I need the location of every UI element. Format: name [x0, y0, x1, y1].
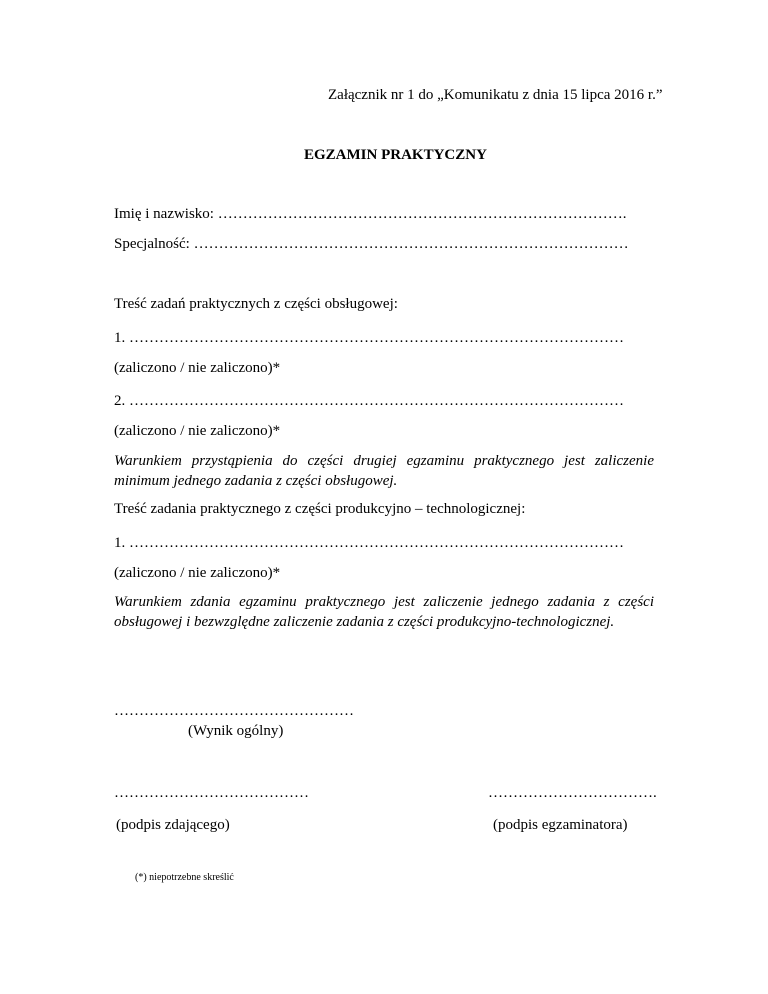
production-section-heading: Treść zadania praktycznego z części produkcyjno – technologicznej:	[114, 501, 526, 517]
service-task-2-line: 2. ………………………………………………………………………………………	[114, 393, 624, 409]
examiner-signature-label: (podpis egzaminatora)	[493, 817, 628, 833]
result-label: (Wynik ogólny)	[188, 723, 284, 739]
name-field: Imię i nazwisko: ……………………………………………………………………….	[114, 206, 627, 222]
annex-reference: Załącznik nr 1 do „Komunikatu z dnia 15 lipca 2016 r.”	[328, 87, 663, 103]
specialty-field: Specjalność: ……………………………………………………………………………	[114, 236, 629, 252]
production-section-note: Warunkiem zdania egzaminu praktycznego jest zaliczenie jednego zadania z części obsługowej i bezwzględne zaliczenie zadania z części produkcyjno-technologicznej.	[114, 594, 654, 630]
service-task-1-result: (zaliczono / nie zaliczono)*	[114, 360, 281, 376]
document-title: EGZAMIN PRAKTYCZNY	[304, 147, 487, 163]
service-task-1-line: 1. ………………………………………………………………………………………	[114, 330, 624, 346]
candidate-signature-label: (podpis zdającego)	[116, 817, 230, 833]
production-task-1-line: 1. ………………………………………………………………………………………	[114, 535, 624, 551]
footnote: (*) niepotrzebne skreślić	[135, 872, 234, 883]
service-section-note: Warunkiem przystąpienia do części drugiej egzaminu praktycznego jest zaliczenie minimum jednego zadania z części obsługowej.	[114, 453, 654, 489]
production-task-1-result: (zaliczono / nie zaliczono)*	[114, 565, 281, 581]
service-task-2-result: (zaliczono / nie zaliczono)*	[114, 423, 281, 439]
examiner-signature-line: …………………………….	[488, 785, 657, 801]
service-section-heading: Treść zadań praktycznych z części obsługowej:	[114, 296, 398, 312]
candidate-signature-line: …………………………………	[114, 785, 309, 801]
result-dots: …………………………………………	[114, 703, 354, 719]
